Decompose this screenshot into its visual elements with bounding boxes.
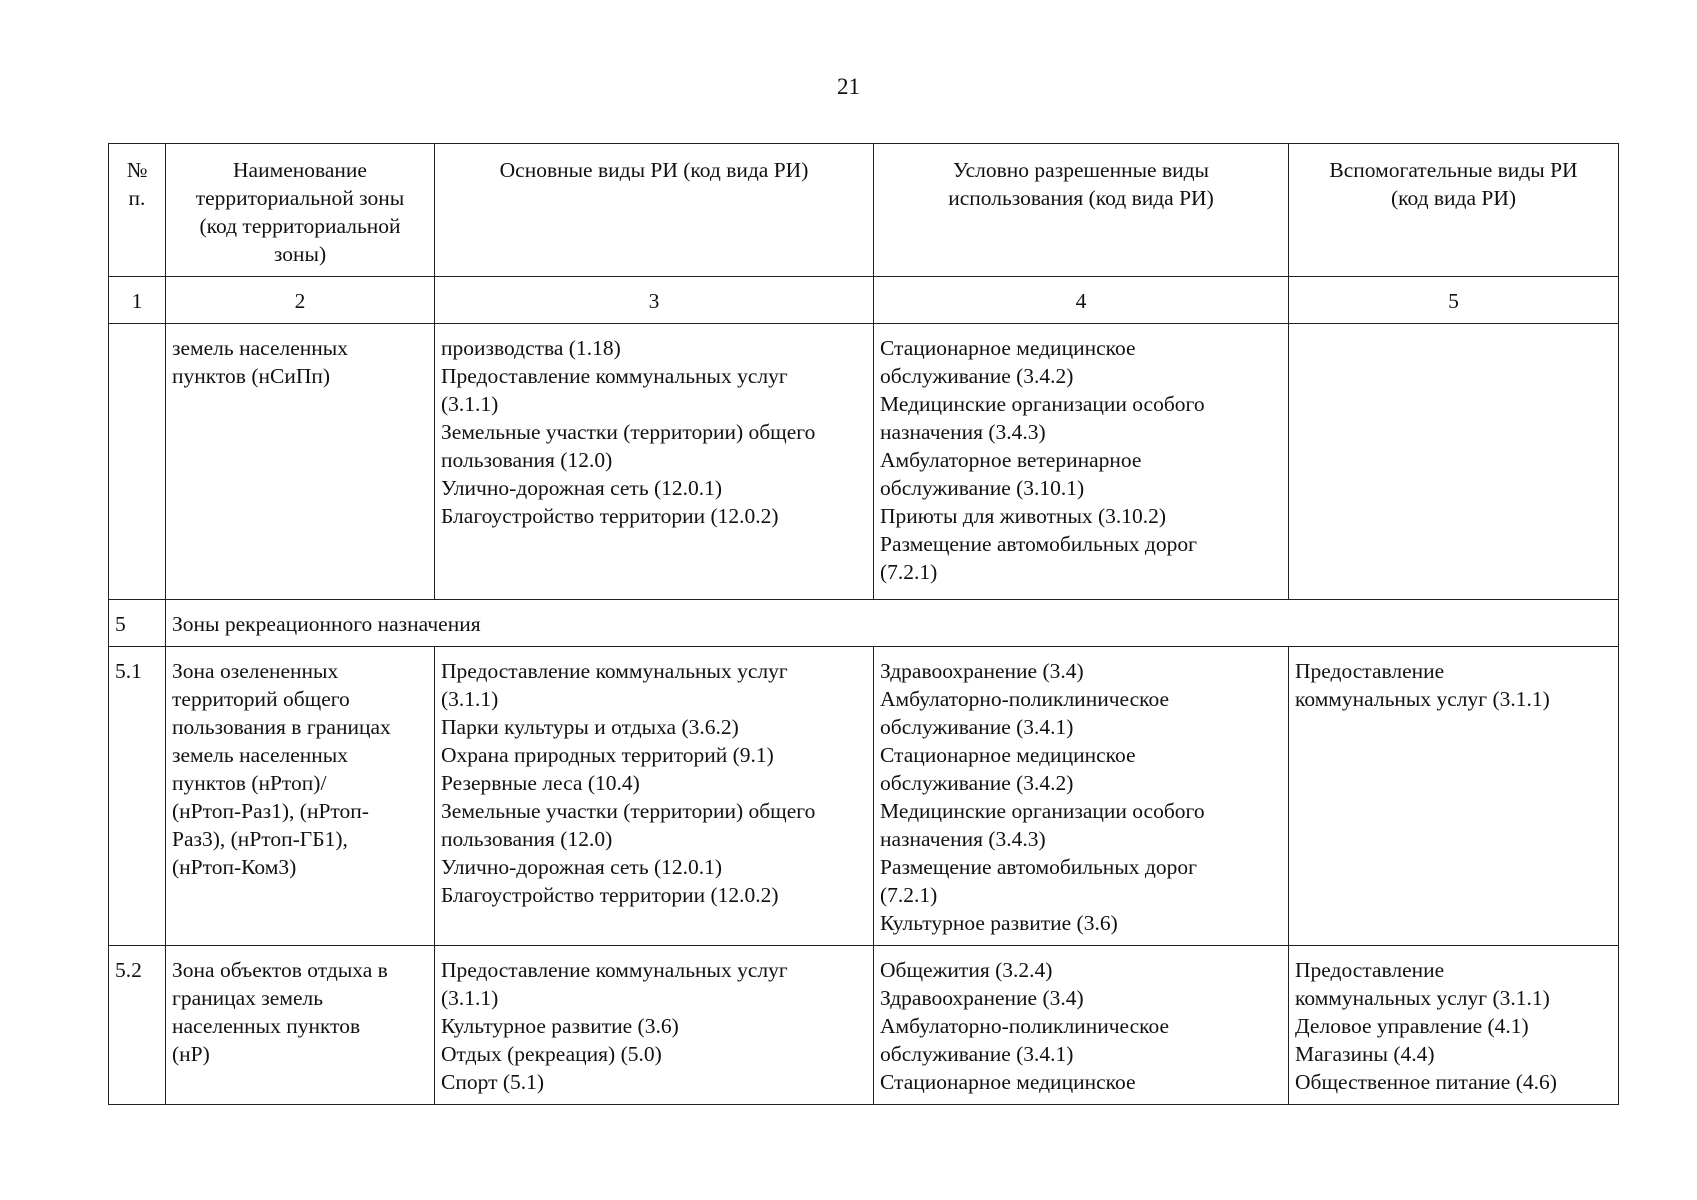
cell-line: коммунальных услуг (3.1.1) [1295, 986, 1550, 1010]
cell-line: (код территориальной [199, 214, 401, 238]
table-row [109, 946, 1619, 1105]
cell-line: Земельные участки (территории) общего [441, 420, 816, 444]
cell-line: Предоставление коммунальных услуг [441, 364, 788, 388]
cell-line: Предоставление [1295, 659, 1445, 683]
cell-line: (7.2.1) [880, 560, 938, 584]
cell-line: п. [128, 186, 146, 210]
main-uses-cell [435, 946, 874, 1105]
section-title-cell: Зоны рекреационного назначения [166, 600, 1619, 647]
conditional-uses-cell [874, 946, 1289, 1105]
cell-line: пунктов (нСиПп) [172, 364, 331, 388]
header-cell-zone [166, 144, 435, 277]
cell-line: Деловое управление (4.1) [1295, 1014, 1529, 1038]
column-number-cell: 3 [435, 277, 874, 324]
cell-line: зоны) [273, 242, 327, 266]
table-row [109, 647, 1619, 946]
cell-line: Благоустройство территории (12.0.2) [441, 504, 779, 528]
cell-line: Резервные леса (10.4) [441, 771, 640, 795]
column-number-cell: 5 [1289, 277, 1619, 324]
cell-line: Благоустройство территории (12.0.2) [441, 883, 779, 907]
cell-line: пунктов (нРтоп)/ [172, 771, 327, 795]
cell-line: (3.1.1) [441, 392, 499, 416]
cell-line: обслуживание (3.10.1) [880, 476, 1085, 500]
cell-line: Стационарное медицинское [880, 1070, 1136, 1094]
cell-line: Стационарное медицинское [880, 336, 1136, 360]
cell-line: (нР) [172, 1042, 210, 1066]
cell-line: Вспомогательные виды РИ [1329, 158, 1578, 182]
cell-line: Амбулаторное ветеринарное [880, 448, 1142, 472]
cell-line: Раз3), (нРтоп-ГБ1), [172, 827, 348, 851]
cell-line: назначения (3.4.3) [880, 827, 1046, 851]
section-num-cell: 5 [109, 600, 166, 647]
cell-line: Здравоохранение (3.4) [880, 986, 1084, 1010]
column-number-cell: 4 [874, 277, 1289, 324]
cell-line: Спорт (5.1) [441, 1070, 545, 1094]
cell-line: (7.2.1) [880, 883, 938, 907]
conditional-uses-cell [874, 324, 1289, 600]
cell-line: Медицинские организации особого [880, 392, 1205, 416]
cell-line: Предоставление [1295, 958, 1445, 982]
cell-line: территорий общего [172, 687, 350, 711]
table-row-continuation [109, 324, 1619, 600]
section-row [109, 600, 1619, 647]
cell-line: Культурное развитие (3.6) [880, 911, 1118, 935]
row-num-cell [109, 324, 166, 600]
auxiliary-uses-cell [1289, 647, 1619, 946]
auxiliary-uses-cell [1289, 946, 1619, 1105]
cell-line: использования (код вида РИ) [948, 186, 1214, 210]
zone-name-cell [166, 324, 435, 600]
cell-line: Условно разрешенные виды [952, 158, 1210, 182]
cell-line: Предоставление коммунальных услуг [441, 958, 788, 982]
row-num-cell: 5.1 [109, 647, 166, 946]
cell-line: Охрана природных территорий (9.1) [441, 743, 774, 767]
column-number-cell: 1 [109, 277, 166, 324]
conditional-uses-cell [874, 647, 1289, 946]
main-uses-cell [435, 647, 874, 946]
cell-line: Парки культуры и отдыха (3.6.2) [441, 715, 739, 739]
header-cell-main [435, 144, 874, 277]
cell-line: Общежития (3.2.4) [880, 958, 1053, 982]
zone-name-cell [166, 946, 435, 1105]
cell-line: Амбулаторно-поликлиническое [880, 1014, 1170, 1038]
cell-line: № [126, 158, 148, 182]
cell-line: пользования (12.0) [441, 448, 613, 472]
cell-line: Общественное питание (4.6) [1295, 1070, 1557, 1094]
main-uses-cell [435, 324, 874, 600]
cell-line: (3.1.1) [441, 986, 499, 1010]
cell-line: обслуживание (3.4.2) [880, 771, 1074, 795]
header-cell-conditional [874, 144, 1289, 277]
page-number: 21 [837, 74, 860, 99]
cell-line: территориальной зоны [195, 186, 405, 210]
header-row [109, 144, 1619, 277]
cell-line: Размещение автомобильных дорог [880, 532, 1197, 556]
cell-line: Предоставление коммунальных услуг [441, 659, 788, 683]
cell-line: земель населенных [172, 336, 348, 360]
cell-line: Медицинские организации особого [880, 799, 1205, 823]
cell-line: Отдых (рекреация) (5.0) [441, 1042, 662, 1066]
cell-line: обслуживание (3.4.1) [880, 715, 1074, 739]
cell-line: Улично-дорожная сеть (12.0.1) [441, 855, 723, 879]
cell-line: Амбулаторно-поликлиническое [880, 687, 1170, 711]
header-cell-num [109, 144, 166, 277]
cell-line: Наименование [233, 158, 367, 182]
column-number-row [109, 277, 1619, 324]
zone-name-cell [166, 647, 435, 946]
cell-line: Стационарное медицинское [880, 743, 1136, 767]
cell-line: Здравоохранение (3.4) [880, 659, 1084, 683]
row-num-cell: 5.2 [109, 946, 166, 1105]
cell-line: назначения (3.4.3) [880, 420, 1046, 444]
cell-line: Приюты для животных (3.10.2) [880, 504, 1167, 528]
cell-line: Культурное развитие (3.6) [441, 1014, 679, 1038]
cell-line: (код вида РИ) [1390, 186, 1517, 210]
cell-line: пользования в границах [172, 715, 391, 739]
cell-line: (3.1.1) [441, 687, 499, 711]
header-cell-auxiliary [1289, 144, 1619, 277]
cell-line: обслуживание (3.4.1) [880, 1042, 1074, 1066]
cell-line: Земельные участки (территории) общего [441, 799, 816, 823]
auxiliary-uses-cell [1289, 324, 1619, 600]
cell-line: (нРтоп-Ком3) [172, 855, 297, 879]
cell-line: обслуживание (3.4.2) [880, 364, 1074, 388]
cell-line: пользования (12.0) [441, 827, 613, 851]
cell-line: Зона озелененных [172, 659, 339, 683]
cell-line: Магазины (4.4) [1295, 1042, 1435, 1066]
cell-line: Размещение автомобильных дорог [880, 855, 1197, 879]
cell-line: производства (1.18) [441, 336, 621, 360]
cell-line: населенных пунктов [172, 1014, 361, 1038]
cell-line: коммунальных услуг (3.1.1) [1295, 687, 1550, 711]
cell-line: земель населенных [172, 743, 348, 767]
cell-line: Основные виды РИ (код вида РИ) [499, 158, 809, 182]
cell-line: (нРтоп-Раз1), (нРтоп- [172, 799, 369, 823]
cell-line: границах земель [172, 986, 324, 1010]
column-number-cell: 2 [166, 277, 435, 324]
land-use-table [108, 143, 1619, 1105]
cell-line: Улично-дорожная сеть (12.0.1) [441, 476, 723, 500]
cell-line: Зона объектов отдыха в [172, 958, 388, 982]
